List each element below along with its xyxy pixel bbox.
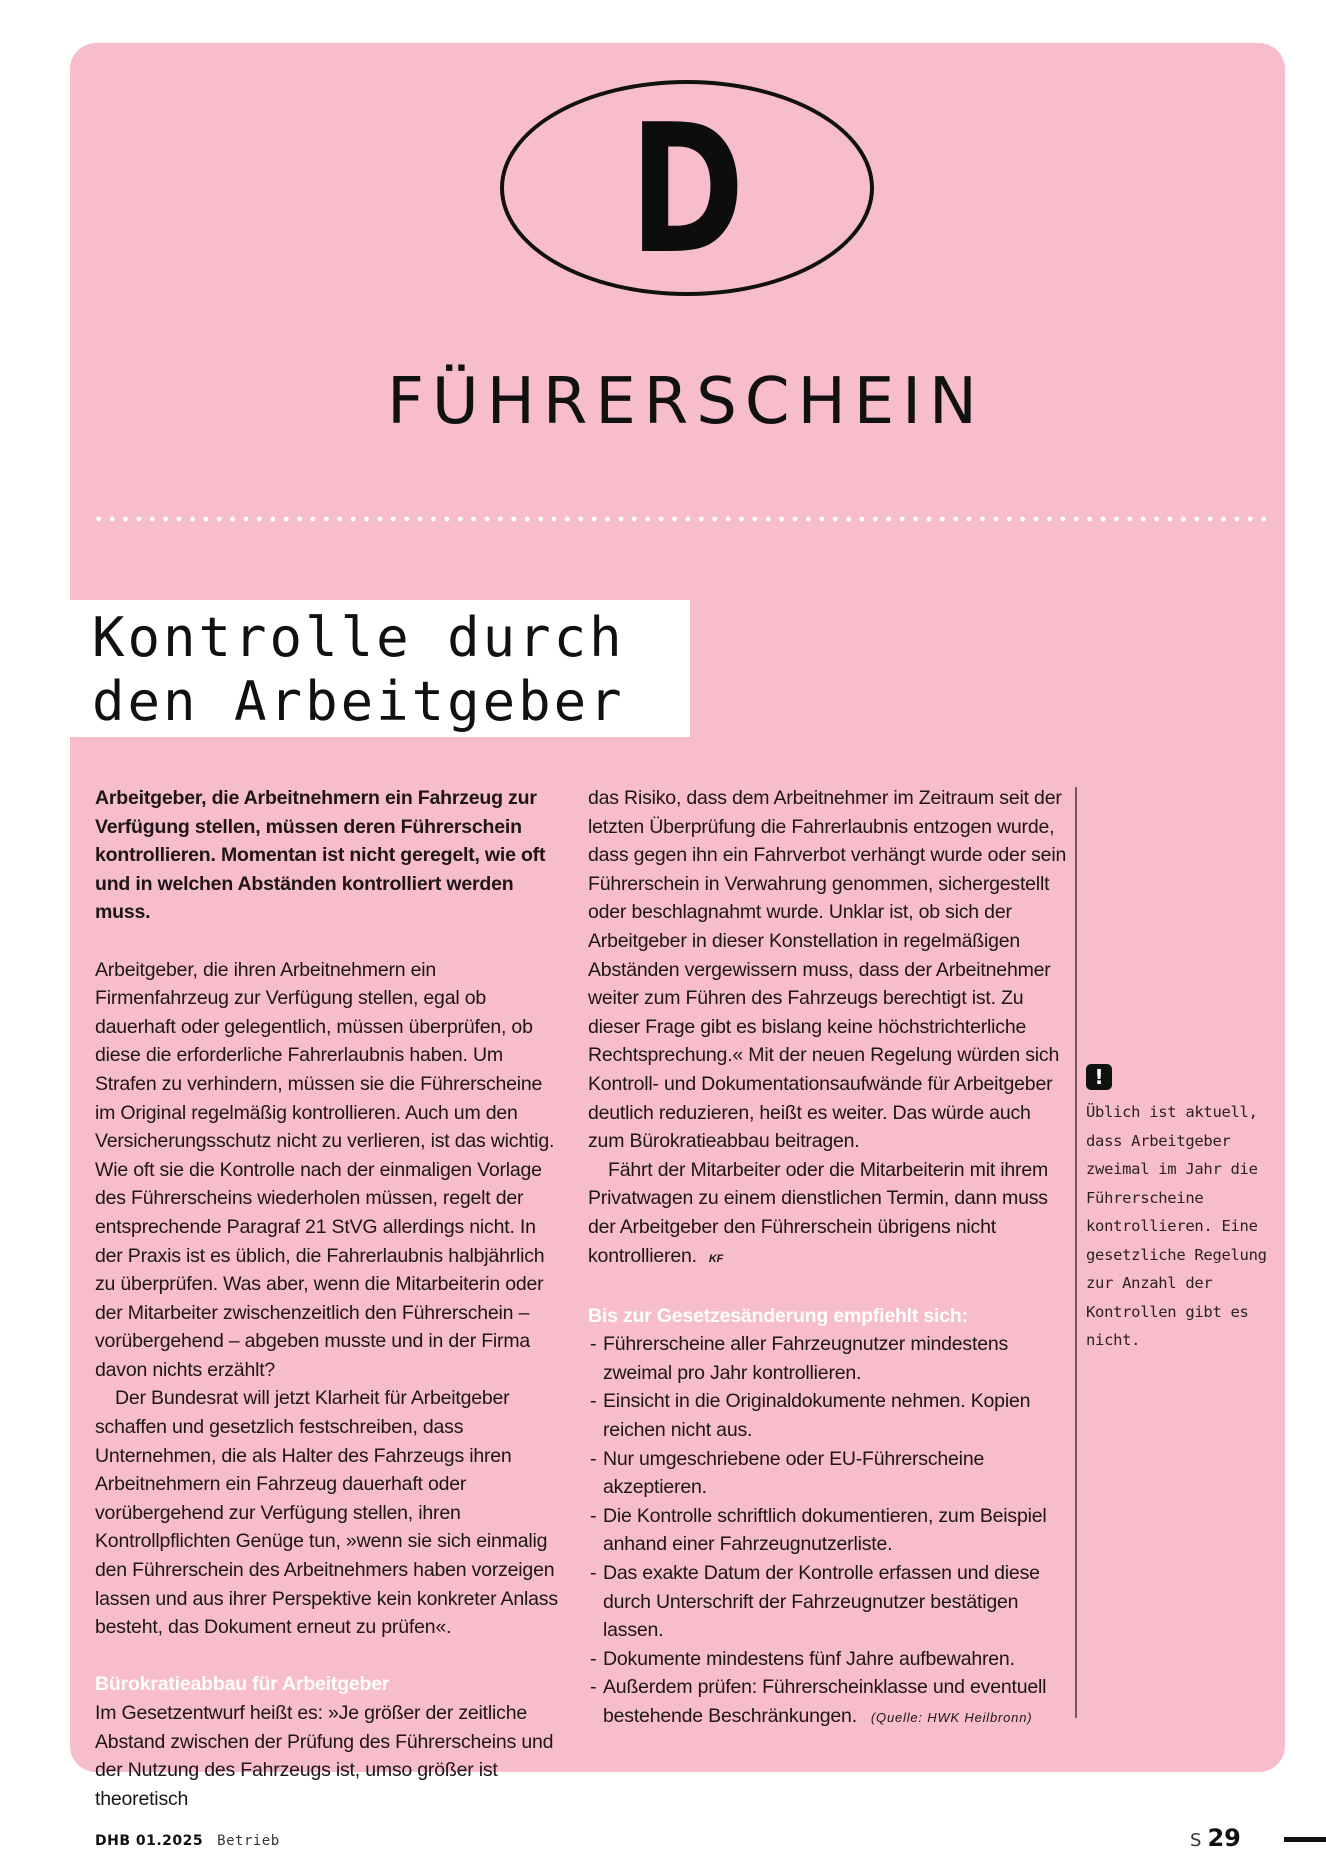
source-citation: (Quelle: HWK Heilbronn) xyxy=(870,1710,1033,1725)
emblem-letter: D xyxy=(629,86,745,293)
article-lead: Arbeitgeber, die Arbeitnehmern ein Fahrzeug zur Verfügung stellen, müssen deren Führerschein kontrollieren. Momentan ist nicht geregelt, wie oft und in welchen Abständen kontrolliert werden muss. xyxy=(95,787,546,924)
headline-line-2: den Arbeitgeber xyxy=(92,670,625,733)
country-code-oval-emblem xyxy=(500,80,874,296)
body-paragraph-4-text: Fährt der Mitarbeiter oder die Mitarbeiterin mit ihrem Privatwagen zu einem dienstlichen Termin, dann muss der Arbeitgeber den Führerschein übrigens nicht kontrollieren. xyxy=(588,1158,1049,1267)
footer-issue-info xyxy=(95,1829,280,1852)
page-prefix: S xyxy=(1190,1830,1202,1851)
footer-bar-decoration xyxy=(1284,1837,1326,1842)
text-column-2 xyxy=(588,784,1068,1733)
text-column-1 xyxy=(95,784,565,1813)
body-paragraph-2: Der Bundesrat will jetzt Klarheit für Arbeitgeber schaffen und gesetzlich festschreiben, dass Unternehmen, die als Halter des Fahrzeugs ihren Arbeitnehmern ein Fahrzeug dauerhaft oder vorübergehend zur Verfügung stellen, ihren Kontrollpflichten Genüge tun, »wenn sie sich einmalig den Führerschein des Arbeitnehmers haben vorzeigen lassen und aus ihrer Perspektive kein konkreter Anlass besteht, das Dokument erneut zu prüfen«. xyxy=(95,1387,558,1639)
subheading-buerokratieabbau: Bürokratieabbau für Arbeitgeber xyxy=(95,1673,390,1696)
article-headline xyxy=(92,606,625,734)
page-number: 29 xyxy=(1207,1824,1241,1852)
page-number-block xyxy=(1190,1823,1241,1857)
list-item-text: Außerdem prüfen: Führerscheinklasse und eventuell bestehende Beschränkungen. xyxy=(603,1676,1047,1727)
body-paragraph-1: Arbeitgeber, die ihren Arbeitnehmern ein Firmenfahrzeug zur Verfügung stellen, egal ob dauerhaft oder gelegentlich, müssen überprüfen, ob diese die erforderliche Fahrerlaubnis haben. Um Strafen zu verhindern, müssen sie die Führerscheine im Original regelmäßig kontrollieren. Auch um den Versicherungsschutz nicht zu verlieren, ist das wichtig. Wie oft sie die Kontrolle nach der einmaligen Vorlage des Führerscheins wiederholen müssen, regelt der entsprechende Paragraf 21 StVG allerdings nicht. In der Praxis ist es üblich, die Fahrerlaubnis halbjährlich zu überprüfen. Was aber, wenn die Mitarbeiterin oder der Mitarbeiter zwischenzeitlich den Führerschein – vorübergehend – abgeben musste und in der Firma davon nichts erzählt? xyxy=(95,958,555,1381)
body-paragraph-3-continued: das Risiko, dass dem Arbeitnehmer im Zeitraum seit der letzten Überprüfung die Fahrerlaubnis entzogen wurde, dass gegen ihn ein Fahrverbot verhängt wurde oder sein Führerschein in Verwahrung genommen, sichergestellt oder beschlagnahmt wurde. Unklar ist, ob sich der Arbeitgeber in dieser Konstellation in regelmäßigen Abständen vergewissern muss, dass der Arbeitnehmer weiter zum Führen des Fahrzeugs berechtigt ist. Zu dieser Frage gibt es bislang keine höchstrichterliche Rechtsprechung.« Mit der neuen Regelung würden sich Kontroll- und Dokumentationsaufwände für Arbeitgeber deutlich reduzieren, heißt es weiter. Das würde auch zum Bürokratieabbau beitragen. xyxy=(588,787,1067,1153)
spacer xyxy=(95,927,565,956)
body-paragraph-3-start: Im Gesetzentwurf heißt es: »Je größer der zeitliche Abstand zwischen der Prüfung des Führerscheins und der Nutzung des Fahrzeugs ist, umso größer ist theoretisch xyxy=(95,1702,554,1810)
dotted-divider xyxy=(92,516,1267,522)
author-initials: KF xyxy=(708,1252,724,1265)
list-item: - Die Kontrolle schriftlich dokumentieren, zum Beispiel anhand einer Fahrzeugnutzerliste. xyxy=(588,1502,1068,1559)
headline-box xyxy=(70,600,690,737)
recommendation-list xyxy=(588,1330,1068,1732)
vertical-column-rule xyxy=(1075,787,1077,1718)
body-paragraph-4 xyxy=(588,1156,1068,1273)
list-item: - Dokumente mindestens fünf Jahre aufbewahren. xyxy=(588,1645,1068,1674)
list-item xyxy=(588,1673,1068,1732)
list-item: - Das exakte Datum der Kontrolle erfassen und diese durch Unterschrift der Fahrzeugnutzer bestätigen lassen. xyxy=(588,1559,1068,1645)
exclamation-icon: ! xyxy=(1086,1064,1112,1090)
spacer xyxy=(588,1273,1068,1302)
list-item: - Nur umgeschriebene oder EU-Führerscheine akzeptieren. xyxy=(588,1445,1068,1502)
section-label: Betrieb xyxy=(217,1833,280,1849)
subheading-recommendations: Bis zur Gesetzesänderung empfiehlt sich: xyxy=(588,1304,968,1327)
spacer xyxy=(95,1642,565,1671)
list-item: - Einsicht in die Originaldokumente nehmen. Kopien reichen nicht aus. xyxy=(588,1387,1068,1444)
list-item: - Führerscheine aller Fahrzeugnutzer mindestens zweimal pro Jahr kontrollieren. xyxy=(588,1330,1068,1387)
headline-line-1: Kontrolle durch xyxy=(92,606,625,669)
section-kicker: FÜHRERSCHEIN xyxy=(387,365,985,439)
sidebar-note: Üblich ist aktuell, dass Arbeitgeber zweimal im Jahr die Führerscheine kontrollieren. Eine gesetzliche Regelung zur Anzahl der Kontrollen gibt es nicht. xyxy=(1086,1103,1267,1349)
issue-label: DHB 01.2025 xyxy=(95,1833,204,1849)
